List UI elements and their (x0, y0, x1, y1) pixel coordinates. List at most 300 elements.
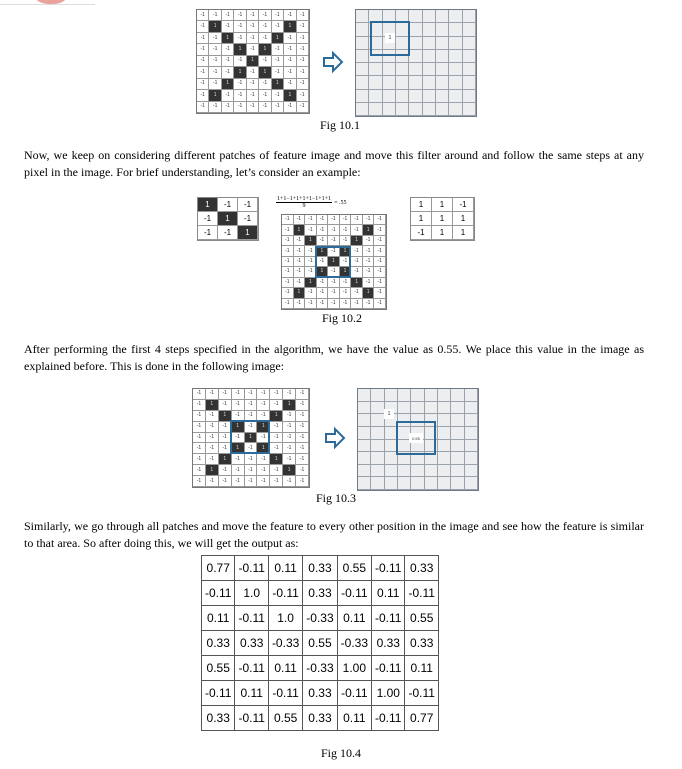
grid-cell: -1 (197, 79, 209, 90)
filter-cell: -1 (218, 226, 238, 240)
output-value-2: 0.55 (409, 433, 423, 443)
patch-cell: 1 (411, 198, 432, 212)
grid-cell: -1 (206, 411, 219, 422)
output-cell (371, 452, 384, 465)
output-cell (463, 90, 476, 103)
grid-cell: -1 (340, 257, 352, 267)
right-arrow-icon (322, 50, 344, 74)
output-cell (358, 402, 371, 415)
grid-cell: -1 (294, 215, 306, 225)
table-cell: 0.11 (268, 556, 302, 581)
grid-cell: -1 (297, 56, 309, 67)
grid-cell: -1 (193, 476, 206, 487)
output-cell (358, 414, 371, 427)
grid-cell: 1 (340, 267, 352, 277)
output-cell (409, 10, 422, 23)
filter-cell: 1 (198, 198, 218, 212)
grid-cell: 1 (305, 236, 317, 246)
grid-cell: -1 (259, 90, 271, 101)
table-cell: -0.33 (303, 656, 337, 681)
grid-cell: 1 (284, 90, 296, 101)
grid-cell: 1 (272, 33, 284, 44)
patch-cell: -1 (453, 198, 474, 212)
grid-cell: -1 (206, 422, 219, 433)
output-cell (423, 50, 436, 63)
output-cell (369, 76, 382, 89)
grid-cell: -1 (247, 33, 259, 44)
table-cell: -0.11 (337, 681, 371, 706)
grid-cell: -1 (305, 257, 317, 267)
output-cell (463, 63, 476, 76)
grid-cell: -1 (328, 278, 340, 288)
grid-cell: -1 (282, 278, 294, 288)
output-cell (449, 90, 462, 103)
grid-cell: -1 (272, 56, 284, 67)
table-cell: -0.11 (268, 681, 302, 706)
output-cell (438, 440, 451, 453)
table-cell: 1.00 (337, 656, 371, 681)
grid-cell: -1 (209, 10, 221, 21)
right-arrow-icon (324, 426, 346, 450)
grid-cell: -1 (282, 215, 294, 225)
grid-cell: -1 (234, 21, 246, 32)
output-cell (451, 427, 464, 440)
table-cell: 0.33 (303, 681, 337, 706)
output-cell (463, 37, 476, 50)
grid-cell: -1 (259, 56, 271, 67)
output-cell (371, 465, 384, 478)
output-cell (409, 76, 422, 89)
table-cell: 0.33 (303, 706, 337, 731)
grid-cell: -1 (232, 465, 245, 476)
grid-cell: -1 (374, 225, 386, 235)
grid-cell: -1 (351, 225, 363, 235)
grid-cell: -1 (197, 10, 209, 21)
grid-cell: -1 (374, 246, 386, 256)
grid-cell: -1 (257, 400, 270, 411)
grid-cell: -1 (193, 422, 206, 433)
grid-cell: -1 (197, 44, 209, 55)
table-cell: -0.33 (337, 631, 371, 656)
grid-cell: -1 (245, 443, 258, 454)
grid-cell: -1 (296, 411, 309, 422)
grid-cell: -1 (283, 422, 296, 433)
output-cell (465, 465, 478, 478)
grid-cell: -1 (222, 102, 234, 113)
grid-cell: -1 (259, 21, 271, 32)
grid-cell: 1 (305, 278, 317, 288)
grid-cell: 1 (351, 236, 363, 246)
output-cell (396, 90, 409, 103)
grid-cell: 1 (270, 411, 283, 422)
grid-cell: 1 (222, 33, 234, 44)
grid-cell: -1 (340, 278, 352, 288)
table-row (202, 606, 439, 631)
output-cell (356, 50, 369, 63)
grid-cell: -1 (283, 476, 296, 487)
grid-cell: -1 (297, 33, 309, 44)
output-cell (451, 402, 464, 415)
grid-cell: -1 (284, 33, 296, 44)
table-cell: 0.55 (303, 631, 337, 656)
output-cell (449, 37, 462, 50)
grid-cell: -1 (193, 465, 206, 476)
grid-cell: -1 (317, 288, 329, 298)
grid-cell: -1 (282, 267, 294, 277)
patch-cell: 1 (432, 226, 453, 240)
table-row (202, 681, 439, 706)
grid-cell: 1 (234, 67, 246, 78)
output-cell (409, 103, 422, 116)
output-cell (371, 477, 384, 490)
output-cell (385, 477, 398, 490)
output-cell (436, 103, 449, 116)
grid-cell: -1 (257, 454, 270, 465)
grid-cell: -1 (297, 79, 309, 90)
table-cell: -0.11 (372, 656, 405, 681)
output-cell (436, 23, 449, 36)
output-cell (383, 90, 396, 103)
grid-cell: 1 (259, 67, 271, 78)
output-cell (451, 477, 464, 490)
grid-cell: -1 (245, 389, 258, 400)
grid-cell: -1 (257, 465, 270, 476)
grid-cell: -1 (222, 21, 234, 32)
grid-cell: 1 (219, 454, 232, 465)
grid-cell: -1 (296, 476, 309, 487)
grid-cell: -1 (272, 10, 284, 21)
grid-cell: -1 (363, 215, 375, 225)
grid-cell: -1 (374, 267, 386, 277)
grid-cell: -1 (206, 389, 219, 400)
table-cell: 0.11 (337, 606, 371, 631)
output-cell (409, 63, 422, 76)
grid-cell: -1 (294, 236, 306, 246)
grid-cell: -1 (328, 246, 340, 256)
output-cell (423, 37, 436, 50)
grid-cell: -1 (282, 246, 294, 256)
table-cell: -0.11 (202, 581, 235, 606)
grid-cell: -1 (247, 21, 259, 32)
grid-cell: -1 (328, 288, 340, 298)
grid-cell: -1 (234, 90, 246, 101)
table-cell: -0.11 (372, 606, 405, 631)
caption-fig3: Fig 10.3 (316, 491, 357, 505)
grid-cell: 1 (363, 288, 375, 298)
grid-cell: -1 (232, 411, 245, 422)
output-cell (423, 63, 436, 76)
grid-cell: -1 (222, 10, 234, 21)
grid-cell: -1 (282, 236, 294, 246)
grid-cell: -1 (222, 56, 234, 67)
grid-cell: -1 (282, 257, 294, 267)
grid-cell: -1 (197, 33, 209, 44)
table-cell: 0.11 (202, 606, 235, 631)
grid-cell: -1 (283, 433, 296, 444)
grid-cell: -1 (219, 443, 232, 454)
grid-cell: -1 (374, 288, 386, 298)
grid-cell: -1 (351, 257, 363, 267)
grid-cell: -1 (272, 44, 284, 55)
grid-cell: -1 (209, 67, 221, 78)
grid-cell: -1 (296, 465, 309, 476)
grid-cell: -1 (297, 21, 309, 32)
grid-cell: -1 (232, 389, 245, 400)
output-cell (358, 389, 371, 402)
grid-cell: -1 (272, 102, 284, 113)
grid-cell: -1 (374, 299, 386, 309)
grid-cell: -1 (234, 10, 246, 21)
output-cell (425, 477, 438, 490)
table-cell: 0.11 (235, 681, 268, 706)
grid-cell: -1 (374, 278, 386, 288)
grid-cell: -1 (282, 299, 294, 309)
output-cell (463, 23, 476, 36)
grid-cell: -1 (305, 246, 317, 256)
grid-cell: -1 (247, 102, 259, 113)
output-cell (358, 452, 371, 465)
grid-cell: -1 (257, 433, 270, 444)
grid-cell: -1 (219, 465, 232, 476)
table-cell: 0.11 (268, 656, 302, 681)
output-cell (436, 76, 449, 89)
grid-cell: -1 (259, 102, 271, 113)
output-cell (371, 440, 384, 453)
output-cell (423, 76, 436, 89)
grid-cell: -1 (259, 33, 271, 44)
grid-cell: -1 (234, 33, 246, 44)
output-cell (371, 414, 384, 427)
grid-cell: -1 (245, 422, 258, 433)
grid-cell: -1 (232, 476, 245, 487)
grid-cell: -1 (193, 433, 206, 444)
output-cell (449, 103, 462, 116)
grid-cell: -1 (340, 299, 352, 309)
output-cell (451, 440, 464, 453)
output-cell (465, 402, 478, 415)
filter-cell: 1 (218, 212, 238, 226)
output-cell (371, 389, 384, 402)
grid-cell: -1 (222, 44, 234, 55)
output-cell (385, 465, 398, 478)
output-cell (463, 76, 476, 89)
grid-cell: -1 (296, 389, 309, 400)
output-cell (398, 477, 411, 490)
grid-cell: -1 (305, 299, 317, 309)
grid-cell: -1 (245, 476, 258, 487)
output-cell (356, 23, 369, 36)
grid-cell: 1 (317, 267, 329, 277)
patch-cell: 1 (432, 212, 453, 226)
grid-cell: -1 (297, 67, 309, 78)
patch-cell: 1 (432, 198, 453, 212)
output-cell (396, 76, 409, 89)
grid-cell: -1 (197, 67, 209, 78)
grid-cell: -1 (283, 389, 296, 400)
output-cell (463, 10, 476, 23)
caption-fig1: Fig 10.1 (320, 118, 361, 132)
output-cell (383, 76, 396, 89)
output-cell (409, 50, 422, 63)
grid-cell: -1 (294, 299, 306, 309)
grid-cell: -1 (245, 465, 258, 476)
table-cell: 0.77 (202, 556, 235, 581)
grid-cell: 1 (257, 443, 270, 454)
output-cell (449, 50, 462, 63)
grid-cell: -1 (234, 102, 246, 113)
output-cell (371, 427, 384, 440)
output-cell (438, 465, 451, 478)
grid-cell: -1 (197, 102, 209, 113)
grid-cell: -1 (317, 215, 329, 225)
patch-cell: 1 (453, 212, 474, 226)
grid-cell: 1 (294, 288, 306, 298)
output-value: 1 (385, 33, 395, 43)
output-cell (356, 63, 369, 76)
output-cell (449, 10, 462, 23)
grid-cell: -1 (340, 215, 352, 225)
grid-cell: -1 (297, 90, 309, 101)
grid-cell: -1 (284, 10, 296, 21)
output-cell (438, 402, 451, 415)
output-cell (356, 10, 369, 23)
output-cell (398, 465, 411, 478)
grid-cell: -1 (197, 56, 209, 67)
patch-cell: 1 (411, 212, 432, 226)
output-cell (411, 402, 424, 415)
table-row (202, 631, 439, 656)
output-cell (449, 63, 462, 76)
output-cell (356, 103, 369, 116)
table-cell: 0.55 (202, 656, 235, 681)
grid-cell: -1 (305, 215, 317, 225)
grid-cell: -1 (209, 44, 221, 55)
grid-cell: -1 (296, 400, 309, 411)
grid-cell: 1 (232, 422, 245, 433)
grid-cell: -1 (294, 267, 306, 277)
grid-cell: -1 (283, 454, 296, 465)
output-cell (396, 63, 409, 76)
grid-cell: 1 (363, 225, 375, 235)
grid-cell: 1 (206, 465, 219, 476)
grid-cell: 1 (283, 465, 296, 476)
grid-cell: 1 (340, 246, 352, 256)
grid-cell: -1 (305, 225, 317, 235)
grid-cell: -1 (351, 299, 363, 309)
output-cell (465, 477, 478, 490)
grid-cell: -1 (296, 454, 309, 465)
grid-cell: -1 (363, 267, 375, 277)
grid-cell: -1 (363, 278, 375, 288)
grid-cell: -1 (247, 44, 259, 55)
grid-cell: -1 (272, 67, 284, 78)
grid-cell: -1 (284, 44, 296, 55)
grid-cell: 1 (259, 44, 271, 55)
grid-cell: -1 (284, 79, 296, 90)
output-cell (409, 23, 422, 36)
output-cell (385, 389, 398, 402)
input-image-grid-fig1 (196, 9, 310, 114)
grid-cell: -1 (328, 236, 340, 246)
grid-cell: -1 (245, 411, 258, 422)
table-cell: -0.11 (235, 556, 268, 581)
grid-cell: -1 (247, 10, 259, 21)
output-cell (451, 452, 464, 465)
grid-cell: -1 (209, 102, 221, 113)
formula-denominator: 9 (302, 203, 306, 209)
output-cell (425, 402, 438, 415)
table-cell: 0.33 (405, 556, 438, 581)
grid-cell: -1 (374, 257, 386, 267)
table-cell: 1.0 (235, 581, 268, 606)
table-cell: 0.33 (202, 706, 235, 731)
grid-cell: -1 (206, 433, 219, 444)
output-cell (396, 103, 409, 116)
output-cell (449, 23, 462, 36)
grid-cell: -1 (317, 299, 329, 309)
grid-cell: 1 (222, 79, 234, 90)
grid-cell: -1 (193, 400, 206, 411)
grid-cell: 1 (206, 400, 219, 411)
grid-cell: -1 (374, 215, 386, 225)
filter-cell: -1 (198, 212, 218, 226)
computation-formula (276, 196, 346, 209)
grid-cell: 1 (294, 225, 306, 235)
table-cell: -0.11 (337, 581, 371, 606)
grid-cell: -1 (328, 267, 340, 277)
output-cell (356, 90, 369, 103)
grid-cell: 1 (284, 21, 296, 32)
output-cell (465, 414, 478, 427)
grid-cell: -1 (351, 215, 363, 225)
patch-matrix (410, 197, 475, 241)
output-feature-map-table (201, 555, 439, 731)
grid-cell: -1 (270, 400, 283, 411)
table-cell: -0.11 (372, 706, 405, 731)
grid-cell: -1 (257, 411, 270, 422)
grid-cell: -1 (247, 67, 259, 78)
table-cell: -0.33 (268, 631, 302, 656)
output-cell (465, 389, 478, 402)
grid-cell: -1 (234, 56, 246, 67)
grid-cell: -1 (209, 56, 221, 67)
grid-cell: -1 (351, 288, 363, 298)
grid-cell: -1 (340, 288, 352, 298)
grid-cell: -1 (193, 443, 206, 454)
grid-cell: -1 (283, 411, 296, 422)
grid-cell: -1 (206, 476, 219, 487)
grid-cell: -1 (219, 389, 232, 400)
formula-numerator: 1+1−1+1+1+1−1+1+1 (277, 196, 332, 202)
patch-highlight-fig3 (230, 420, 270, 454)
output-cell (358, 465, 371, 478)
grid-cell: 1 (209, 21, 221, 32)
grid-cell: -1 (245, 400, 258, 411)
output-cell (465, 440, 478, 453)
grid-cell: -1 (351, 267, 363, 277)
filter-cell: -1 (238, 198, 258, 212)
grid-cell: 1 (257, 422, 270, 433)
table-cell: -0.11 (235, 606, 268, 631)
table-row (202, 656, 439, 681)
output-cell (451, 465, 464, 478)
grid-cell: -1 (305, 288, 317, 298)
filter-cell: 1 (238, 226, 258, 240)
table-cell: 0.33 (303, 556, 337, 581)
grid-cell: -1 (294, 278, 306, 288)
grid-cell: -1 (257, 389, 270, 400)
output-cell (423, 23, 436, 36)
